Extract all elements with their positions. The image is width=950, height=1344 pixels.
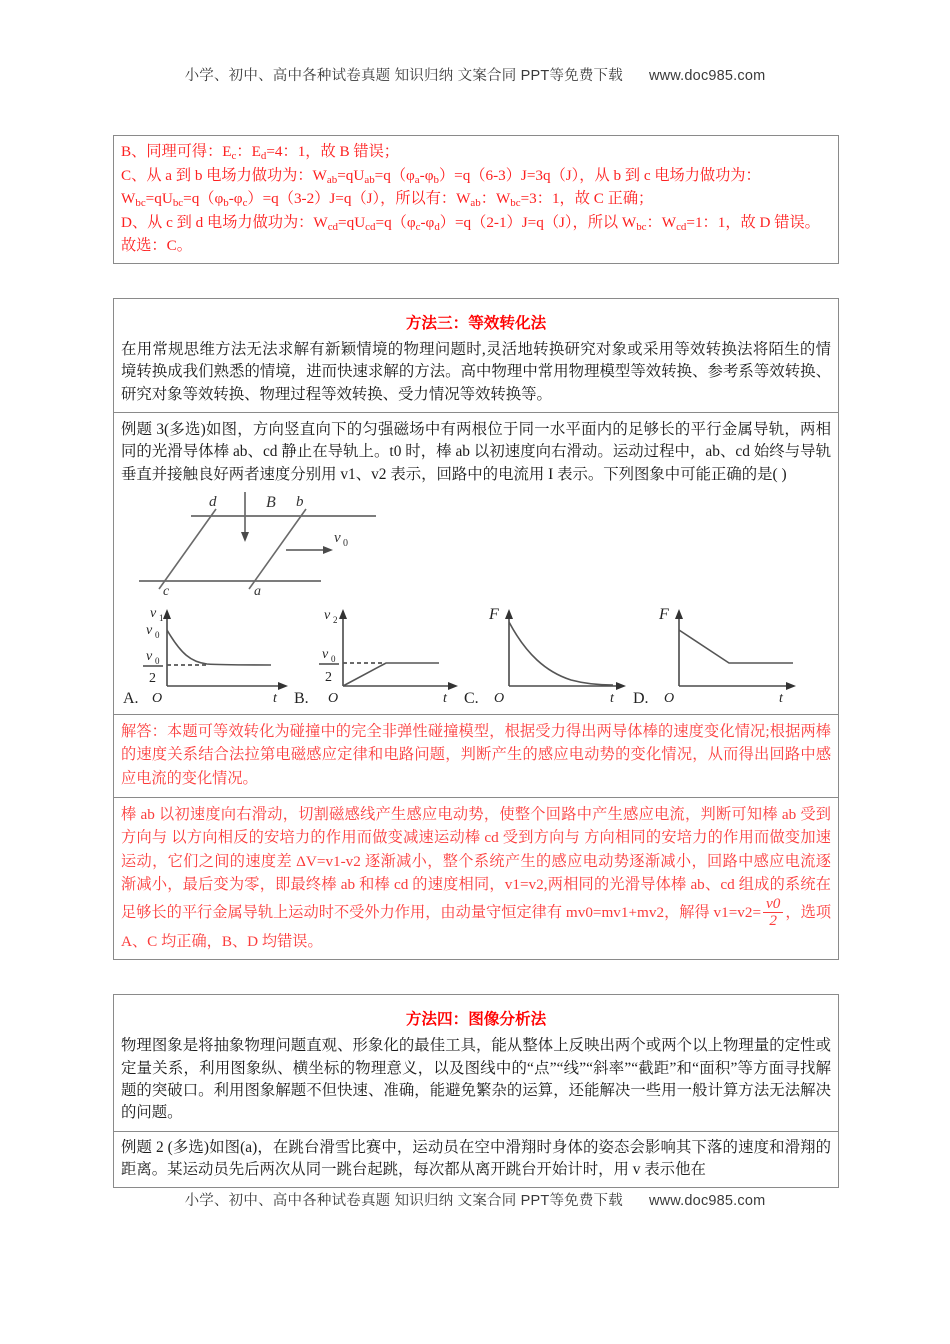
svg-text:t: t xyxy=(610,690,614,706)
method4-box xyxy=(113,994,839,1188)
svg-text:O: O xyxy=(152,690,163,706)
graph-option-c xyxy=(464,606,626,707)
svg-text:O: O xyxy=(494,690,505,706)
svg-text:t: t xyxy=(273,690,277,706)
label-B: B xyxy=(266,493,276,511)
svg-text:C.: C. xyxy=(464,689,479,707)
svg-text:t: t xyxy=(779,690,783,706)
svg-text:0: 0 xyxy=(155,629,160,640)
answer-para-2 xyxy=(121,803,831,954)
label-b: b xyxy=(296,493,304,510)
method3-header-cell xyxy=(114,299,838,412)
solution-box xyxy=(113,135,839,264)
svg-text:O: O xyxy=(328,690,339,706)
watermark-text: 小学、初中、高中各种试卷真题 知识归纳 文案合同 PPT等免费下载 xyxy=(184,68,623,84)
svg-text:0: 0 xyxy=(331,653,336,664)
label-v0: v xyxy=(334,529,341,546)
graph-option-a xyxy=(123,606,288,707)
method4-example-cell xyxy=(114,1131,838,1188)
svg-text:v: v xyxy=(146,622,153,638)
svg-text:t: t xyxy=(443,690,447,706)
svg-text:2: 2 xyxy=(333,614,338,625)
graph-option-d xyxy=(633,606,796,707)
solution-line-d: D、从 c 到 d 电场力做功为：$W_{cd}=qU_{cd}=q(\varphi_c-\varphi_d)=q(2-1)J=q(J)$，所以 $W_{bc}$：$W_{cd}=1$：1，故 D 错误。 xyxy=(121,213,820,233)
watermark-url: www.doc985.com xyxy=(648,68,766,84)
svg-text:D.: D. xyxy=(633,689,649,707)
answer-para-2a: 棒 ab 以初速度向右滑动，切割磁感线产生感应电动势，使整个回路中产生感应电流，判断可知棒 ab 受到方向与 以方向相反的安培力的作用而做变减速运动棒 cd 受到方向与 方向相同的安培力的作用而做变加速运动，它们之间的速度差 ΔV=v1-v2 逐渐减小，整个系统产生的感应电动势逐渐减小，回路中感应电流逐渐减小，最后变为零，即最终棒 ab 和棒 cd 的速度相同，v1=v2,两相同的光滑导体棒 ab、cd 组成的系统在足够长的平行金属导轨上运动时不受外力作用，由动量守恒定律有 mv0=mv1+mv2，解得 v1=v2= xyxy=(121,805,831,921)
svg-text:v: v xyxy=(322,646,329,662)
method3-box xyxy=(113,298,839,960)
answer-fraction-numerator: v0 xyxy=(763,896,783,913)
svg-text:2: 2 xyxy=(325,669,332,685)
solution-text xyxy=(114,136,838,263)
svg-text:v: v xyxy=(324,607,331,623)
watermark-footer xyxy=(0,1189,950,1210)
answer-fraction xyxy=(763,896,783,929)
method4-title: 方法四：图像分析法 xyxy=(405,1011,547,1029)
watermark-footer-url: www.doc985.com xyxy=(648,1193,766,1209)
solution-line-choice: 故选：C。 xyxy=(121,237,192,255)
svg-text:v: v xyxy=(150,605,157,621)
method3-description: 在用常规思维方法无法求解有新颖情境的物理问题时,灵活地转换研究对象或采用等效转换法将陌生的情境转换成我们熟悉的情境，进而快速求解的方法。高中物理中常用物理模型等效转换、参考系等效转换、研究对象等效转换、物理过程等效转换、受力情况等效转换等。 xyxy=(121,340,831,403)
svg-text:1: 1 xyxy=(159,612,164,623)
label-a: a xyxy=(254,583,261,599)
svg-text:A.: A. xyxy=(123,689,139,707)
label-v0-sub: 0 xyxy=(343,537,348,549)
method4-header-cell xyxy=(114,995,838,1130)
solution-line-c: C、从 a 到 b 电场力做功为：$W_{ab}=qU_{ab}=q(\varphi_a-\varphi_b)=q(6-3)J=3q(J)$，从 b 到 c 电场力做功为：$W_{bc}=qU_{bc}=q(\varphi_b-\varphi_c)=q(3-2)J=q(J)$，所以有：$W_{ab}$：$W_{bc}=3$：1，故 C 正确； xyxy=(121,166,761,210)
option-graphs xyxy=(121,606,831,710)
svg-text:2: 2 xyxy=(149,670,156,686)
answer-para-2b: ，选项 A、C 均正确，B、D 均错误。 xyxy=(121,903,832,950)
method3-answer-cell-2 xyxy=(114,797,838,960)
method3-title: 方法三：等效转化法 xyxy=(405,314,547,332)
method4-description: 物理图象是将抽象物理问题直观、形象化的最佳工具，能从整体上反映出两个或两个以上物理量的定性或定量关系，利用图象纵、横坐标的物理意义，以及图线中的“点”“线”“斜率”“截距”和“面积”等方面寻找解题的突破口。利用图象解题不但快速、准确，能避免繁杂的运算，还能解决一些用一般计算方法无法解决的问题。 xyxy=(121,1037,831,1122)
svg-text:B.: B. xyxy=(294,689,309,707)
answer-para-1: 解答：本题可等效转化为碰撞中的完全非弹性碰撞模型，根据受力得出两导体棒的速度变化情况;根据两棒的速度关系结合法拉第电磁感应定律和电路问题，判断产生的感应电动势的变化情况，从而得出回路中感应电流的变化情况。 xyxy=(121,722,831,788)
document-content xyxy=(113,0,839,1188)
option-graphs-svg xyxy=(121,606,837,710)
label-d: d xyxy=(209,493,217,510)
method4-example-text: 例题 2 (多选)如图(a)，在跳台滑雪比赛中，运动员在空中滑翔时身体的姿态会影响其下落的速度和滑翔的距离。某运动员先后两次从同一跳台起跳，每次都从离开跳台开始计时，用 v 表示他在 xyxy=(121,1138,831,1178)
label-c: c xyxy=(163,583,170,599)
method3-example-text: 例题 3(多选)如图，方向竖直向下的匀强磁场中有两根位于同一水平面内的足够长的平行金属导轨，两相同的光滑导体棒 ab、cd 静止在导轨上。t0 时，棒 ab 以初速度向右滑动。运动过程中，ab、cd 始终与导轨垂直并接触良好两者速度分别用 v1、v2 表示，回路中的电流用 I 表示。下列图象中可能正确的是( ) xyxy=(121,420,831,483)
rails-figure xyxy=(121,492,831,604)
svg-text:O: O xyxy=(664,690,675,706)
answer-fraction-denominator: 2 xyxy=(769,911,777,929)
solution-line-b: B、同理可得：$E_c$：$E_d=4$：1，故 B 错误； xyxy=(121,143,399,163)
watermark-footer-text: 小学、初中、高中各种试卷真题 知识归纳 文案合同 PPT等免费下载 xyxy=(184,1193,623,1209)
svg-text:v: v xyxy=(146,648,153,664)
svg-text:F: F xyxy=(659,605,669,623)
svg-text:F: F xyxy=(489,605,499,623)
rails-diagram-svg xyxy=(121,492,521,604)
method3-example-cell xyxy=(114,412,838,714)
graph-option-b xyxy=(294,608,458,707)
svg-text:0: 0 xyxy=(155,655,160,666)
method3-answer-cell-1 xyxy=(114,714,838,797)
